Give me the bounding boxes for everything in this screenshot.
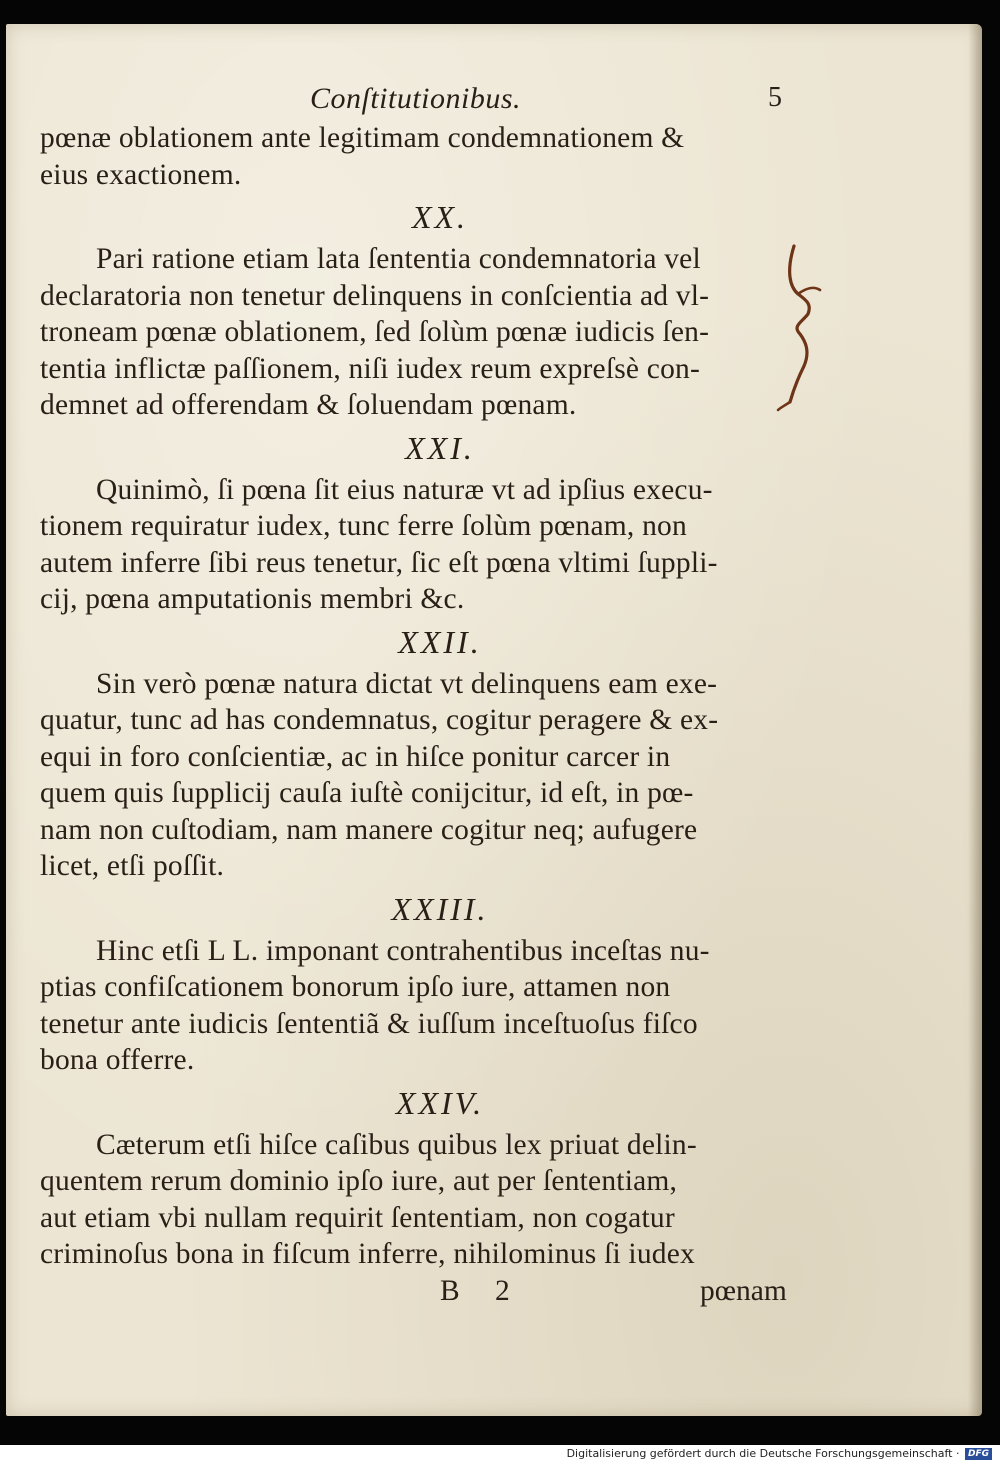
text-line: tenetur ante iudicis ſententiã & iuſſum inceſtuoſus fiſco [40,1007,698,1040]
section-numeral: XXII. [398,623,482,660]
text-line: Quinimò, ſi pœna ſit eius naturæ vt ad ipſius execu- [96,473,713,506]
text-line: ptias confiſcationem bonorum ipſo iure, attamen non [40,971,671,1003]
text-line: eius exactionem. [40,158,242,191]
text-line: aut etiam vbi nullam requirit ſententiam, non cogatur [40,1201,675,1234]
signature-mark: B 2 [440,1274,524,1307]
running-head [40,82,820,120]
section-numeral: XX. [411,199,469,235]
text-line: pœnæ oblationem ante legitimam condemnationem & [40,122,685,154]
section-numeral: XXI. [405,429,475,466]
text-line: autem inferre ſibi reus tenetur, ſic eſt pœna vltimi ſuppli- [40,546,718,579]
text-line: quentem rerum dominio ipſo iure, aut per ſententiam, [40,1165,678,1197]
page-footer [40,1273,820,1313]
catchword: pœnam [700,1274,787,1307]
text-line: quem quis ſupplicij cauſa iuſtè conijcitur, id eſt, in pœ- [40,777,694,809]
manuscript-bracket-mark [776,242,836,412]
text-line: Hinc etſi L L. imponant contrahentibus inceſtas nu- [96,934,710,967]
text-line: licet, etſi poſſit. [40,850,225,882]
text-line: bona offerre. [40,1044,195,1076]
text-line: equi in foro conſcientiæ, ac in hiſce ponitur carcer in [40,740,671,773]
text-line: criminoſus bona in fiſcum inferre, nihilominus ſi iudex [40,1238,695,1270]
text-line: tionem requiratur iudex, tunc ferre ſolùm pœnam, non [40,510,687,542]
page-text-block [40,82,820,1313]
text-line: nam non cuſtodiam, nam manere cogitur neq; aufugere [40,813,698,846]
text-line: tentia inflictæ paſſionem, niſi iudex reum expreſsè con- [40,352,701,385]
section-xxiv [40,1083,820,1273]
text-line: Pari ratione etiam lata ſententia condemnatoria vel [96,243,701,275]
section-xx [40,197,820,424]
section-xxi [40,428,820,618]
intro-paragraph [40,120,820,193]
dfg-logo-icon: DFG [965,1448,992,1460]
page-number: 5 [768,82,782,113]
section-numeral: XXIII. [391,890,489,927]
digitization-footer-bar [0,1445,1000,1463]
text-line: demnet ad offerendam & ſoluendam pœnam. [40,389,577,421]
text-line: quatur, tunc ad has condemnatus, cogitur peragere & ex- [40,704,719,736]
text-line: troneam pœnæ oblationem, ſed ſolùm pœnæ iudicis ſen- [40,316,710,348]
section-numeral: XXIV. [395,1084,485,1121]
section-xxii [40,622,820,885]
running-title: Conſtitutionibus. [310,82,522,115]
text-line: Cæterum etſi hiſce caſibus quibus lex priuat delin- [96,1128,697,1161]
credit-text: Digitalisierung gefördert durch die Deutsche Forschungsgemeinschaft · [566,1447,960,1460]
book-page [6,24,982,1416]
text-line: cij, pœna amputationis membri &c. [40,583,465,615]
page-edge-shadow [968,24,982,1416]
text-line: Sin verò pœnæ natura dictat vt delinquens eam exe- [96,667,718,700]
digitization-credit [567,1445,992,1463]
text-line: declaratoria non tenetur delinquens in conſcientia ad vl- [40,279,710,312]
section-xxiii [40,889,820,1079]
